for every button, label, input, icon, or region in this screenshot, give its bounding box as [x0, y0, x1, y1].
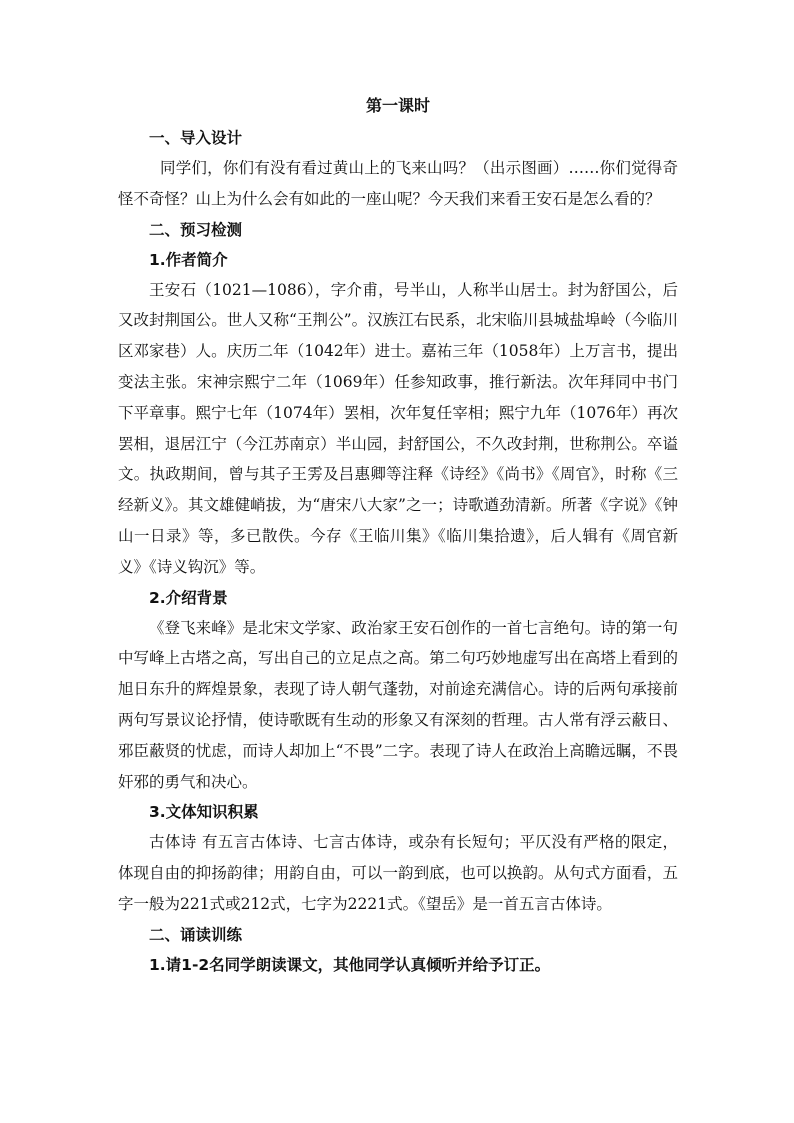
genre-paragraph: 古体诗 有五言古体诗、七言古体诗，或杂有长短句；平仄没有严格的限定，体现自由的抑扬韵律；用韵自由，可以一韵到底，也可以换韵。从句式方面看，五字一般为221式或212式，七字为2221式。《望岳》是一首五言古体诗。: [118, 833, 678, 913]
document-page: [118, 92, 678, 980]
intro-paragraph: 同学们，你们有没有看过黄山上的飞来山吗？（出示图画）……你们觉得奇怪不奇怪？山上为什么会有如此的一座山呢？今天我们来看王安石是怎么看的？: [118, 159, 678, 208]
section-heading-intro: 一、导入设计: [149, 129, 243, 147]
author-paragraph: 王安石（1021—1086），字介甫，号半山，人称半山居士。封为舒国公，后又改封荆国公。世人又称“王荆公”。汉族江右民系，北宋临川县城盐埠岭（今临川区邓家巷）人。庆历二年（1042年）进士。嘉祐三年（1058年）上万言书，提出变法主张。宋神宗熙宁二年（1069年）任参知政事，推行新法。次年拜同中书门下平章事。熙宁七年（1074年）罢相，次年复任宰相；熙宁九年（1076年）再次罢相，退居江宁（今江苏南京）半山园，封舒国公，不久改封荆，世称荆公。卒谥文。执政期间，曾与其子王雱及吕惠卿等注释《诗经》《尚书》《周官》，时称《三经新义》。其文雄健峭拔，为“唐宋八大家”之一；诗歌遒劲清新。所著《字说》《钟山一日录》等，多已散佚。今存《王临川集》《临川集拾遗》，后人辑有《周官新义》《诗义钩沉》等。: [118, 280, 678, 576]
section-heading-preview: 二、预习检测: [149, 220, 243, 239]
subheading-author: 1.作者简介: [149, 250, 228, 269]
subheading-background: 2.介绍背景: [149, 588, 228, 607]
page-title: 第一课时: [365, 96, 430, 115]
background-paragraph: 《登飞来峰》是北宋文学家、政治家王安石创作的一首七言绝句。诗的第一句中写峰上古塔之高，写出自己的立足点之高。第二句巧妙地虚写出在高塔上看到的旭日东升的辉煌景象，表现了诗人朝气蓬勃，对前途充满信心。诗的后两句承接前两句写景议论抒情，使诗歌既有生动的形象又有深刻的哲理。古人常有浮云蔽日、邪臣蔽贤的忧虑，而诗人却加上“不畏”二字。表现了诗人在政治上高瞻远瞩，不畏奸邪的勇气和决心。: [118, 618, 678, 791]
reading-item-1: 1.请1-2名同学朗读课文，其他同学认真倾听并给予订正。: [149, 955, 551, 974]
section-heading-reading: 二、诵读训练: [149, 925, 243, 944]
subheading-genre: 3.文体知识积累: [149, 803, 259, 822]
